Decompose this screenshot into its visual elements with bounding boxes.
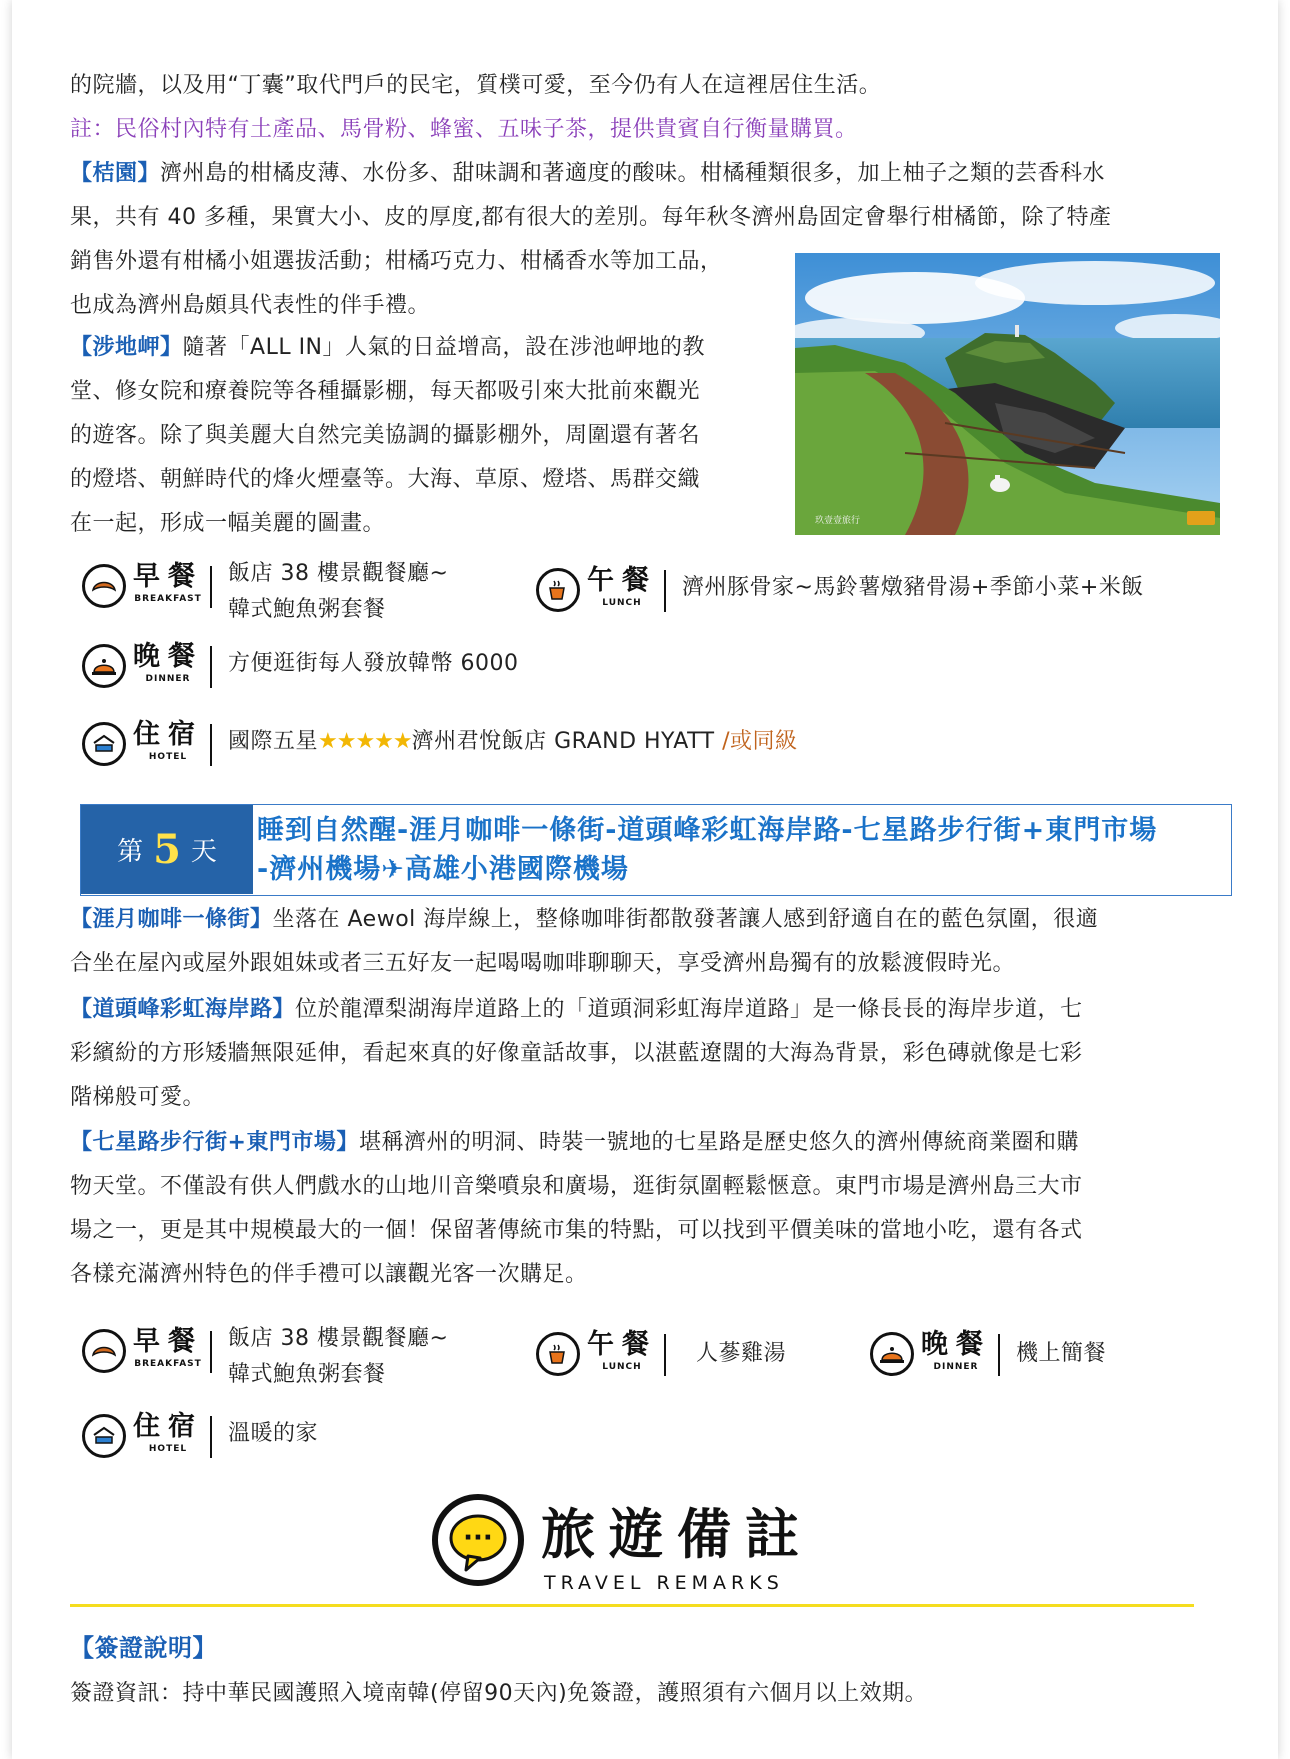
meal-text: 韓式鮑魚粥套餐	[228, 1362, 386, 1387]
meal-hotel-day5	[82, 1410, 318, 1458]
day-header	[80, 804, 1232, 896]
day-badge	[81, 805, 253, 894]
meal-text: 濟州豚骨家~馬鈴薯燉豬骨湯+季節小菜+米飯	[682, 575, 1144, 600]
remarks-title: 旅遊備註	[541, 1503, 813, 1566]
coffee-cup-icon	[536, 568, 580, 612]
croissant-icon	[82, 564, 126, 608]
paragraph-folk-village-end	[70, 64, 1220, 108]
text-line	[70, 196, 1220, 240]
rainbow-heading: 【道頭峰彩虹海岸路】	[70, 997, 296, 1022]
market-heading: 【七星路步行街+東門市場】	[70, 1130, 359, 1155]
text: 坐落在 Aewol 海岸線上，整條咖啡街都散發著讓人感到舒適自在的藍色氛圍，很適	[272, 907, 1099, 932]
croissant-icon	[82, 1329, 126, 1373]
meal-label: 晚餐	[921, 1329, 991, 1360]
orange-orchard-heading: 【桔園】	[70, 161, 161, 186]
text: 的遊客。除了與美麗大自然完美協調的攝影棚外，周圍還有著名	[70, 423, 701, 448]
meal-text: 飯店 38 樓景觀餐廳~	[228, 1326, 449, 1351]
hotel-alternative: /或同級	[722, 729, 798, 754]
divider	[998, 1334, 1000, 1376]
meal-label: 早餐	[133, 561, 203, 592]
remarks-divider	[70, 1604, 1194, 1607]
text: 在一起，形成一幅美麗的圖畫。	[70, 511, 386, 536]
meal-label: 午餐	[587, 1329, 657, 1360]
text: 的燈塔、朝鮮時代的烽火煙臺等。大海、草原、燈塔、馬群交織	[70, 467, 701, 492]
meal-label: 早餐	[133, 1326, 203, 1357]
hotel-grade: 國際五星	[228, 729, 319, 754]
meal-text: 人蔘雞湯	[696, 1341, 787, 1366]
meal-label: 午餐	[587, 565, 657, 596]
meal-text: 飯店 38 樓景觀餐廳~	[228, 561, 449, 586]
meal-lunch-day5	[536, 1328, 786, 1376]
meal-label-en: DINNER	[933, 1362, 979, 1372]
meal-breakfast-day4	[82, 560, 448, 628]
divider	[664, 570, 666, 612]
text: 彩繽紛的方形矮牆無限延伸，看起來真的好像童話故事，以湛藍遼闊的大海為背景，彩色磚就像是七彩	[70, 1041, 1083, 1066]
day-title-line: 睡到自然醒-涯月咖啡一條街-道頭峰彩虹海岸路-七星路步行街+東門市場	[257, 815, 1158, 846]
travel-remarks-logo	[432, 1492, 862, 1598]
meal-hotel-day4	[82, 718, 798, 766]
paragraph-market	[70, 1121, 1220, 1165]
text: 濟州島的柑橘皮薄、水份多、甜味調和著適度的酸味。柑橘種類很多，加上柚子之類的芸香科水	[160, 161, 1106, 186]
meal-label-en: HOTEL	[148, 1444, 188, 1454]
paragraph-orange-orchard	[70, 152, 1220, 196]
text: 位於龍潭梨湖海岸道路上的「道頭洞彩虹海岸道路」是一條長長的海岸步道，七	[295, 997, 1083, 1022]
day-prefix: 第	[117, 837, 144, 867]
text: 物天堂。不僅設有供人們戲水的山地川音樂噴泉和廣場，逛街氛圍輕鬆愜意。東門市場是濟州島三大市	[70, 1174, 1083, 1199]
hotel-name: 濟州君悅飯店 GRAND HYATT	[411, 729, 723, 754]
text: 各樣充滿濟州特色的伴手禮可以讓觀光客一次購足。	[70, 1262, 588, 1287]
meal-dinner-day4	[82, 640, 518, 688]
meal-label: 住宿	[133, 1411, 203, 1442]
text: 場之一，更是其中規模最大的一個！保留著傳統市集的特點，可以找到平價美味的當地小吃，還有各式	[70, 1218, 1083, 1243]
meal-text: 方便逛街每人發放韓幣 6000	[228, 651, 519, 676]
note-souvenirs	[70, 108, 1220, 152]
text-line	[70, 1209, 1220, 1253]
meal-dinner-day5	[870, 1328, 1106, 1376]
meal-label-en: BREAKFAST	[134, 1359, 202, 1369]
divider	[210, 1416, 212, 1458]
meal-text: 機上簡餐	[1016, 1341, 1107, 1366]
text: 隨著「ALL IN」人氣的日益增高，設在涉池岬地的教	[182, 335, 706, 360]
divider	[210, 1331, 212, 1373]
text: 合坐在屋內或屋外跟姐妹或者三五好友一起喝喝咖啡聊聊天，享受濟州島獨有的放鬆渡假時光。	[70, 951, 1016, 976]
text: 階梯般可愛。	[70, 1085, 206, 1110]
meal-label-en: BREAKFAST	[134, 594, 202, 604]
text: 堂、修女院和療養院等各種攝影棚，每天都吸引來大批前來觀光	[70, 379, 701, 404]
remarks-subtitle: TRAVEL REMARKS	[544, 1572, 784, 1594]
seopjikoji-photo	[795, 253, 1220, 535]
meal-label: 住宿	[133, 719, 203, 750]
day-suffix: 天	[190, 837, 217, 867]
text: 銷售外還有柑橘小姐選拔活動；柑橘巧克力、柑橘香水等加工品，	[70, 249, 723, 274]
text-line	[70, 1165, 1220, 1209]
star-rating-icon: ★★★★★	[318, 729, 412, 754]
bubble-dots: ···	[463, 1523, 493, 1553]
meal-text: 溫暖的家	[228, 1421, 319, 1446]
text: 堪稱濟州的明洞、時裝一號地的七星路是歷史悠久的濟州傳統商業圈和購	[358, 1130, 1079, 1155]
meal-label-en: LUNCH	[602, 598, 642, 608]
text-line	[70, 942, 1220, 986]
paragraph-rainbow-road	[70, 988, 1220, 1032]
bed-icon	[82, 1414, 126, 1458]
divider	[664, 1334, 666, 1376]
cafe-heading: 【涯月咖啡一條街】	[70, 907, 273, 932]
text-line	[70, 1076, 1220, 1120]
day-number: 5	[153, 826, 181, 873]
text-line	[70, 1032, 1220, 1076]
meal-text: 韓式鮑魚粥套餐	[228, 597, 386, 622]
visa-heading	[70, 1626, 1220, 1670]
coffee-cup-icon	[536, 1332, 580, 1376]
paragraph-aewol-cafe	[70, 898, 1220, 942]
cloche-icon	[82, 644, 126, 688]
hotel-text	[228, 724, 798, 760]
day-title-line: -濟州機場✈高雄小港國際機場	[257, 854, 629, 885]
divider	[210, 724, 212, 766]
meal-breakfast-day5	[82, 1325, 448, 1393]
cloche-icon	[870, 1332, 914, 1376]
bed-icon	[82, 722, 126, 766]
text: 也成為濟州島頗具代表性的伴手禮。	[70, 293, 431, 318]
note-text: 註：民俗村內特有土產品、馬骨粉、蜂蜜、五味子茶，提供貴賓自行衡量購買。	[70, 117, 858, 142]
meal-label-en: LUNCH	[602, 1362, 642, 1372]
visa-heading-text: 【簽證說明】	[70, 1634, 217, 1662]
seopjikoji-heading: 【涉地岬】	[70, 335, 183, 360]
text: 的院牆，以及用“丁囊”取代門戶的民宅，質樸可愛，至今仍有人在這裡居住生活。	[70, 73, 882, 98]
visa-text	[70, 1672, 1220, 1716]
text: 簽證資訊：持中華民國護照入境南韓(停留90天內)免簽證，護照須有六個月以上效期。	[70, 1681, 928, 1706]
meal-lunch-day4	[536, 564, 1144, 612]
meal-label-en: DINNER	[145, 674, 191, 684]
day-title	[257, 811, 1227, 889]
text-line	[70, 1253, 1220, 1297]
meal-label: 晚餐	[133, 641, 203, 672]
divider	[210, 646, 212, 688]
photo-watermark: 玖壹壹旅行	[815, 516, 861, 526]
text: 果，共有 40 多種，果實大小、皮的厚度,都有很大的差別。每年秋冬濟州島固定會舉行柑橘節，除了特產	[70, 205, 1112, 230]
divider	[210, 566, 212, 608]
meal-label-en: HOTEL	[148, 752, 188, 762]
